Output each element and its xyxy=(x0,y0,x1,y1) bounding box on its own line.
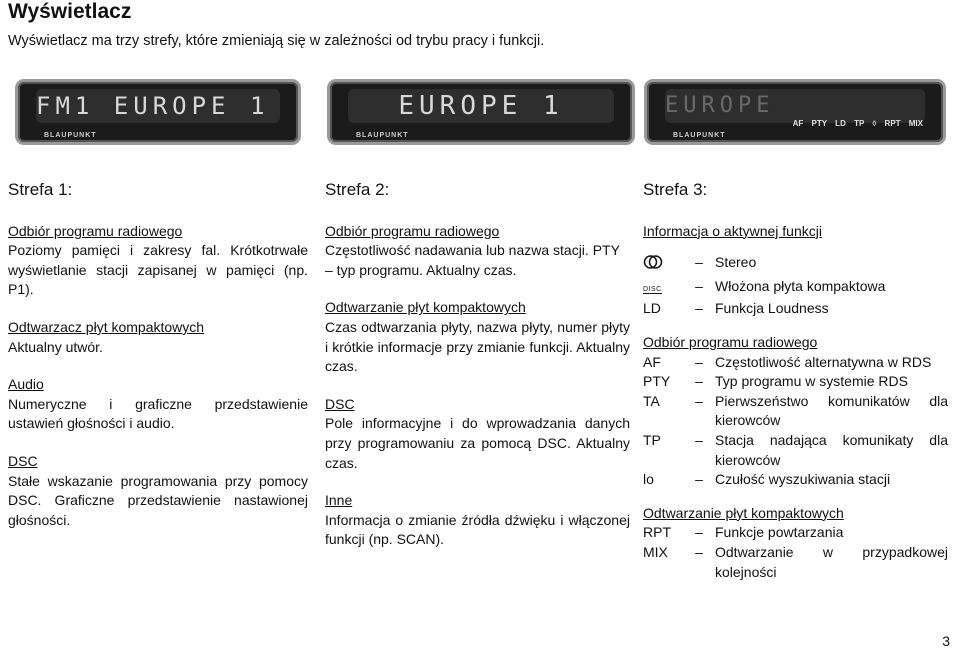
display-image-zone3 xyxy=(644,79,946,145)
list-dash: – xyxy=(695,300,703,317)
list-value: Czułość wyszukiwania stacji xyxy=(715,471,891,488)
list-dash: – xyxy=(695,392,703,409)
list-item xyxy=(643,431,948,470)
disc-icon: DISC xyxy=(643,285,662,293)
list-value: Typ programu w systemie RDS xyxy=(715,373,908,390)
zone2-column xyxy=(325,180,630,568)
cd-abbrev-list xyxy=(643,523,948,582)
list-value: Włożona płyta kompaktowa xyxy=(715,277,886,294)
zone3-column xyxy=(643,180,948,582)
list-dash: – xyxy=(695,353,703,370)
section-title: Audio xyxy=(8,376,44,393)
list-key: PTY xyxy=(643,373,671,390)
display-lcd xyxy=(36,89,280,123)
section-title: Odbiór programu radiowego xyxy=(8,222,183,239)
list-value: Stacja nadająca komunikaty dla kierowców xyxy=(715,431,948,468)
list-item xyxy=(643,353,948,373)
list-value: Funkcja Loudness xyxy=(715,300,829,317)
lcd-text: EUROPE xyxy=(665,93,775,118)
zone3-heading: Strefa 3: xyxy=(643,180,708,199)
list-item xyxy=(643,253,948,277)
zone1-heading: Strefa 1: xyxy=(8,180,73,199)
radio-abbrev-list xyxy=(643,353,948,490)
section-title: Odbiór programu radiowego xyxy=(325,222,500,239)
section-title: Odbiór programu radiowego xyxy=(643,333,818,350)
page-number: 3 xyxy=(942,633,950,649)
list-key: RPT xyxy=(643,524,671,541)
list-item xyxy=(643,299,948,319)
list-item xyxy=(643,470,948,490)
list-key: LD xyxy=(643,300,661,317)
list-dash: – xyxy=(695,431,703,448)
display-lcd xyxy=(665,89,925,123)
list-dash: – xyxy=(695,254,703,271)
list-item xyxy=(643,543,948,582)
section-text: Stałe wskazanie programowania przy pomocy DSC. Graficzne przedstawienie nastawionej głośności. xyxy=(8,472,308,528)
brand-logo: BLAUPUNKT xyxy=(356,132,409,139)
list-key: lo xyxy=(643,471,654,488)
zone2-heading: Strefa 2: xyxy=(325,180,390,199)
page-title: Wyświetlacz xyxy=(8,0,132,23)
list-item xyxy=(643,277,948,300)
section-text: Informacja o zmianie źródła dźwięku i włączonej funkcji (np. SCAN). xyxy=(325,511,630,548)
list-dash: – xyxy=(695,277,703,294)
section-text: Numeryczne i graficzne przedstawienie ustawień głośności i audio. xyxy=(8,395,308,432)
list-value: Stereo xyxy=(715,254,757,271)
list-dash: – xyxy=(695,471,703,488)
section-text: Poziomy pamięci i zakresy fal. Krótkotrwałe wyświetlanie stacji zapisanej w pamięci (np. P1). xyxy=(8,242,308,298)
list-key: AF xyxy=(643,353,661,370)
section-text: Częstotliwość nadawania lub nazwa stacji. PTY – typ programu. Aktualny czas. xyxy=(325,242,620,278)
list-dash: – xyxy=(695,543,703,560)
list-key: TA xyxy=(643,392,660,409)
display-image-zone2 xyxy=(327,79,635,145)
list-value: Częstotliwość alternatywna w RDS xyxy=(715,353,932,370)
list-value: Odtwarzanie w przypadkowej kolejności xyxy=(715,543,948,580)
lcd-text: FM1 EUROPE 1 xyxy=(36,92,270,120)
section-text: Czas odtwarzania płyty, nazwa płyty, numer płyty i krótkie informacje przy zmianie funkcji. Aktualny czas. xyxy=(325,318,630,375)
section-title: Odtwarzanie płyt kompaktowych xyxy=(325,299,526,316)
zone1-column xyxy=(8,180,308,548)
list-dash: – xyxy=(695,524,703,541)
stereo-icon xyxy=(643,253,683,277)
section-title: Odtwarzanie płyt kompaktowych xyxy=(643,504,844,521)
active-function-list xyxy=(643,253,948,319)
section-title: Informacja o aktywnej funkcji xyxy=(643,222,822,239)
list-item xyxy=(643,392,948,431)
lcd-text: EUROPE 1 xyxy=(398,91,564,121)
intro-text: Wyświetlacz ma trzy strefy, które zmieniają się w zależności od trybu pracy i funkcji. xyxy=(8,33,545,49)
list-dash: – xyxy=(695,373,703,390)
section-text: Aktualny utwór. xyxy=(8,338,103,355)
section-title: Inne xyxy=(325,492,353,509)
list-item xyxy=(643,523,948,543)
display-lcd xyxy=(348,89,614,123)
section-text: Pole informacyjne i do wprowadzania danych przy programowaniu za pomocą DSC. Aktualny czas. xyxy=(325,415,630,471)
list-key: TP xyxy=(643,431,661,448)
brand-logo: BLAUPUNKT xyxy=(673,132,726,139)
display-image-zone1 xyxy=(15,79,301,145)
section-title: DSC xyxy=(8,452,38,469)
list-item xyxy=(643,372,948,392)
display-indicators: AF PTY LD TP ◊ RPT MIX xyxy=(792,119,923,128)
list-key: MIX xyxy=(643,543,668,560)
brand-logo: BLAUPUNKT xyxy=(44,132,97,139)
section-title: Odtwarzacz płyt kompaktowych xyxy=(8,318,205,335)
list-value: Pierwszeństwo komunikatów dla kierowców xyxy=(715,392,948,429)
list-value: Funkcje powtarzania xyxy=(715,524,844,541)
section-title: DSC xyxy=(325,395,355,412)
